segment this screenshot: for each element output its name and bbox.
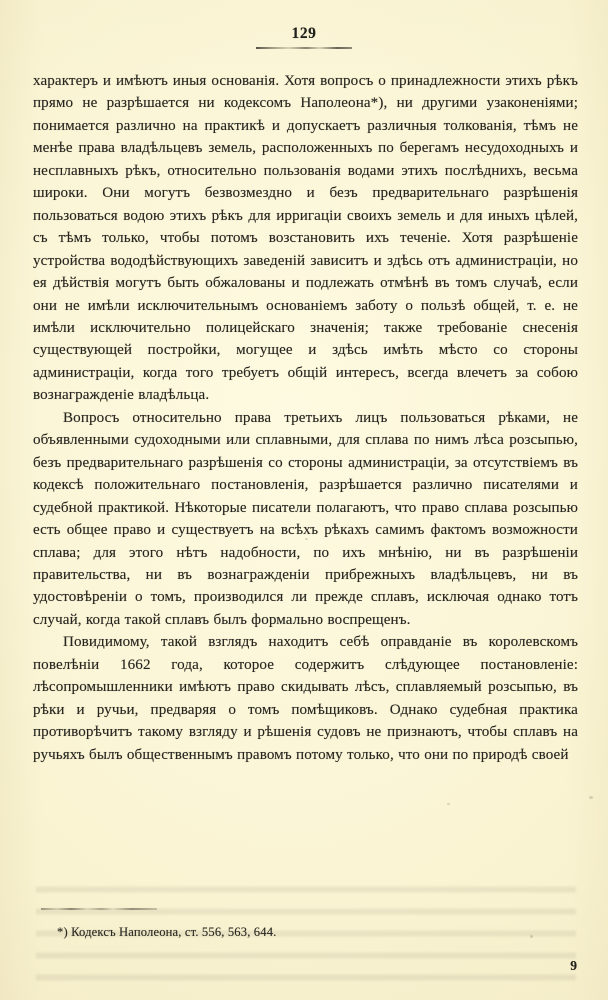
page-number: 129 (291, 25, 317, 42)
body-text-block (33, 70, 578, 766)
paper-speck (589, 796, 593, 799)
paragraph: Повидимому, такой взглядъ находитъ себѣ оправданіе въ королевскомъ повелѣніи 1662 года, которое содержитъ слѣдующее постановленіе: лѣсопромышленники имѣютъ право скидывать лѣсъ, сплавляемый розсыпью, въ рѣки и ручьи, предваряя о томъ помѣщиковъ. Однако судебная практика противорѣчитъ такому взгляду и рѣшенія судовъ не признаютъ, чтобы сплавъ на ручьяхъ былъ общественнымъ правомъ потому только, что они по природѣ своей (33, 634, 578, 763)
footnote-separator-rule (41, 908, 157, 910)
header-rule (256, 47, 352, 49)
signature-mark: 9 (570, 958, 577, 973)
paper-speck (447, 803, 450, 805)
paragraph: Вопросъ относительно права третьихъ лицъ пользоваться рѣками, не объявленными судоходными или сплавными, для сплава по нимъ лѣса розсыпью, безъ предварительнаго разрѣшенія со стороны администраціи, за отсутствіемъ въ кодексѣ положительнаго постановленія, разрѣшается различно писателями и судебной практикой. Нѣкоторые писатели полагаютъ, что право сплава розсыпью есть общее право и существуетъ на всѣхъ рѣкахъ самимъ фактомъ возможности сплава; для этого нѣтъ надобности, по ихъ мнѣнію, ни въ разрѣшеніи правительства, ни въ вознагражденіи прибрежныхъ владѣльцевъ, ни въ удостовѣреніи о томъ, производился ли прежде сплавъ, исключая однако тотъ случай, когда такой сплавъ былъ формально воспрещенъ. (33, 409, 578, 628)
footnote-text: *) Кодексъ Наполеона, ст. 556, 563, 644. (57, 925, 277, 939)
paragraph: характеръ и имѣютъ иныя основанія. Хотя вопросъ о принадлежности этихъ рѣкъ прямо не разрѣшается ни кодексомъ Наполеона*), ни другими узаконеніями; понимается различно на практикѣ и допускаетъ различныя толкованія, тѣмъ не менѣе права владѣльцевъ земель, расположенныхъ по берегамъ несудоходныхъ и несплавныхъ рѣкъ, относительно пользованія водами этихъ послѣднихъ, весьма широки. Они могутъ безвозмездно и безъ предварительнаго разрѣшенія пользоваться водою этихъ рѣкъ для ирригаціи своихъ земель и для иныхъ цѣлей, съ тѣмъ только, чтобы потомъ возстановить ихъ теченіе. Хотя разрѣшеніе устройства вододѣйствующихъ заведеній зависитъ и здѣсь отъ администраціи, но ея дѣйствія могутъ быть обжалованы и подлежать отмѣнѣ въ томъ случаѣ, если они не имѣли исключительнымъ основаніемъ заботу о пользѣ общей, т. е. не имѣли исключительно полицейскаго значенія; также требованіе снесенія существующей постройки, могущее и здѣсь имѣть мѣсто со стороны администраціи, когда того требуетъ общій интересъ, всегда влечетъ за собою вознагражденіе владѣльца. (33, 73, 578, 404)
footnote-area (33, 908, 578, 940)
page-header (0, 26, 608, 49)
